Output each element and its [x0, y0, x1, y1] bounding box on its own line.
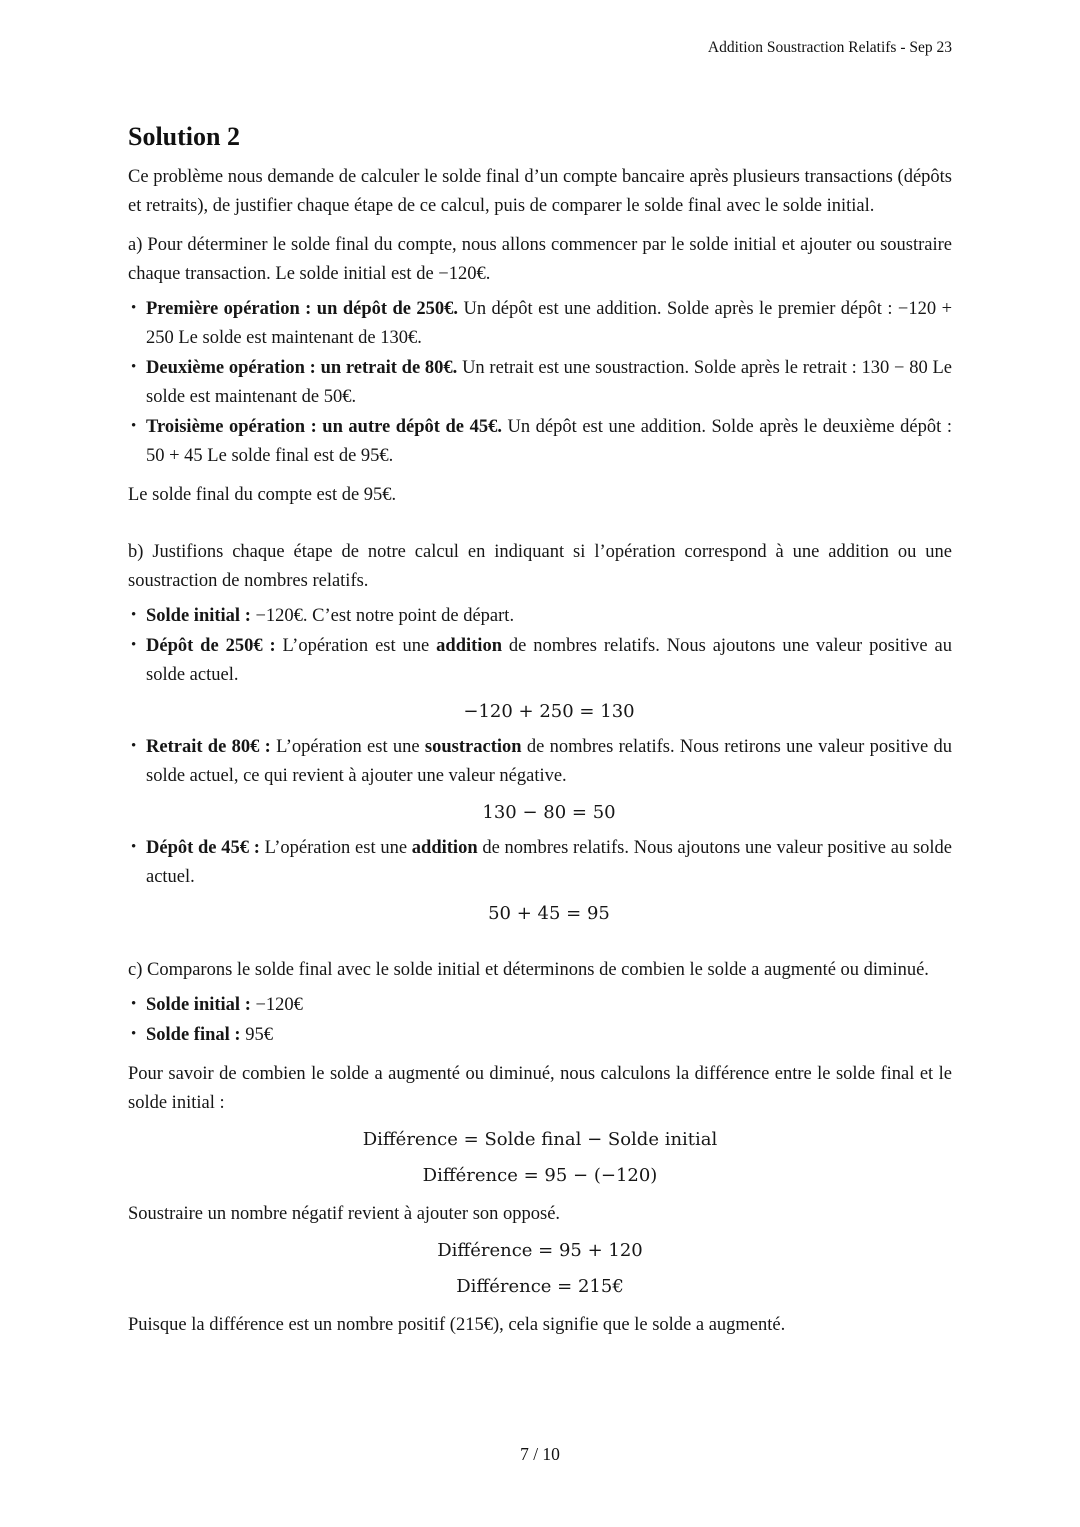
item-bold-lead: Première opération : un dépôt de 250€.: [146, 299, 459, 319]
list-item: [128, 295, 952, 353]
equation-difference-result: Différence = 215€: [456, 1276, 624, 1297]
item-bold-lead: Troisième opération : un autre dépôt de 45€.: [146, 417, 502, 437]
list-item: [128, 733, 952, 827]
part-c-lead: c) Comparons le solde final avec le solde initial et déterminons de combien le solde a augmenté ou diminué.: [128, 960, 929, 980]
item-text: Un dépôt est une addition. Solde après le deuxième dépôt : 50 + 45 Le solde final est de 95€.: [146, 417, 952, 466]
list-item: [128, 834, 952, 928]
item-text: de nombres relatifs. Nous ajoutons une valeur positive au solde actuel.: [146, 838, 952, 887]
document-content: [0, 121, 1080, 1340]
list-item: [128, 602, 952, 631]
item-text: −120€. C’est notre point de départ.: [250, 606, 515, 626]
equation-withdraw-80: 130 − 80 = 50: [482, 802, 616, 823]
item-text: L’opération est une: [259, 838, 412, 858]
item-text: −120€: [250, 995, 303, 1015]
part-a-conclusion: Le solde final du compte est de 95€.: [128, 485, 397, 505]
item-bold-lead: Solde initial :: [146, 606, 251, 626]
difference-intro-paragraph: Pour savoir de combien le solde a augmenté ou diminué, nous calculons la différence entre le solde final et le solde initial :: [128, 1064, 952, 1113]
list-item: [128, 1021, 952, 1050]
solution-title: Solution 2: [128, 122, 240, 151]
negative-rule-paragraph: Soustraire un nombre négatif revient à ajouter son opposé.: [128, 1204, 561, 1224]
conclusion-paragraph: Puisque la différence est un nombre positif (215€), cela signifie que le solde a augmenté.: [128, 1315, 786, 1335]
item-bold-lead: Dépôt de 45€ :: [146, 838, 260, 858]
list-item: [128, 413, 952, 471]
item-bold-lead: Deuxième opération : un retrait de 80€.: [146, 358, 458, 378]
list-item: [128, 991, 952, 1020]
item-emphasis: soustraction: [424, 737, 522, 757]
item-text: Un retrait est une soustraction. Solde après le retrait : 130 − 80 Le solde est maintenant de 50€.: [146, 358, 952, 407]
item-emphasis: addition: [411, 838, 478, 858]
item-text: L’opération est une: [270, 737, 425, 757]
item-text: Un dépôt est une addition. Solde après le premier dépôt : −120 + 250 Le solde est maintenant de 130€.: [146, 299, 952, 348]
item-bold-lead: Dépôt de 250€ :: [146, 636, 276, 656]
part-b-lead: b) Justifions chaque étape de notre calcul en indiquant si l’opération correspond à une addition ou une soustraction de nombres relatifs.: [128, 542, 952, 591]
part-a-lead: a) Pour déterminer le solde final du compte, nous allons commencer par le solde initial et ajouter ou soustraire chaque transaction. Le solde initial est de −120€.: [128, 235, 952, 284]
equation-difference-definition: Différence = Solde final − Solde initial: [362, 1129, 718, 1150]
item-bold-lead: Solde final :: [146, 1025, 241, 1045]
item-bold-lead: Solde initial :: [146, 995, 251, 1015]
intro-paragraph: Ce problème nous demande de calculer le solde final d’un compte bancaire après plusieurs transactions (dépôts et retraits), de justifier chaque étape de ce calcul, puis de comparer le solde final avec le solde initial.: [128, 167, 952, 216]
part-a-list: [128, 295, 952, 471]
item-bold-lead: Retrait de 80€ :: [146, 737, 271, 757]
equation-deposit-250: −120 + 250 = 130: [463, 701, 635, 722]
item-text: de nombres relatifs. Nous retirons une valeur positive du solde actuel, ce qui revient à ajouter une valeur négative.: [146, 737, 953, 786]
header-title: Addition Soustraction Relatifs - Sep 23: [707, 39, 952, 56]
list-item: [128, 354, 952, 412]
equation-difference-sum: Différence = 95 + 120: [437, 1240, 643, 1261]
part-c-list: [128, 991, 952, 1050]
part-b-list: [128, 602, 952, 928]
item-text: L’opération est une: [275, 636, 437, 656]
equation-difference-substitution: Différence = 95 − (−120): [422, 1165, 658, 1186]
page-number: 7 / 10: [520, 1444, 560, 1464]
page-header: [0, 0, 1080, 57]
item-text: 95€: [240, 1025, 273, 1045]
item-emphasis: addition: [436, 636, 502, 656]
list-item: [128, 632, 952, 726]
equation-deposit-45: 50 + 45 = 95: [488, 903, 610, 924]
item-text: de nombres relatifs. Nous ajoutons une valeur positive au solde actuel.: [146, 636, 953, 685]
